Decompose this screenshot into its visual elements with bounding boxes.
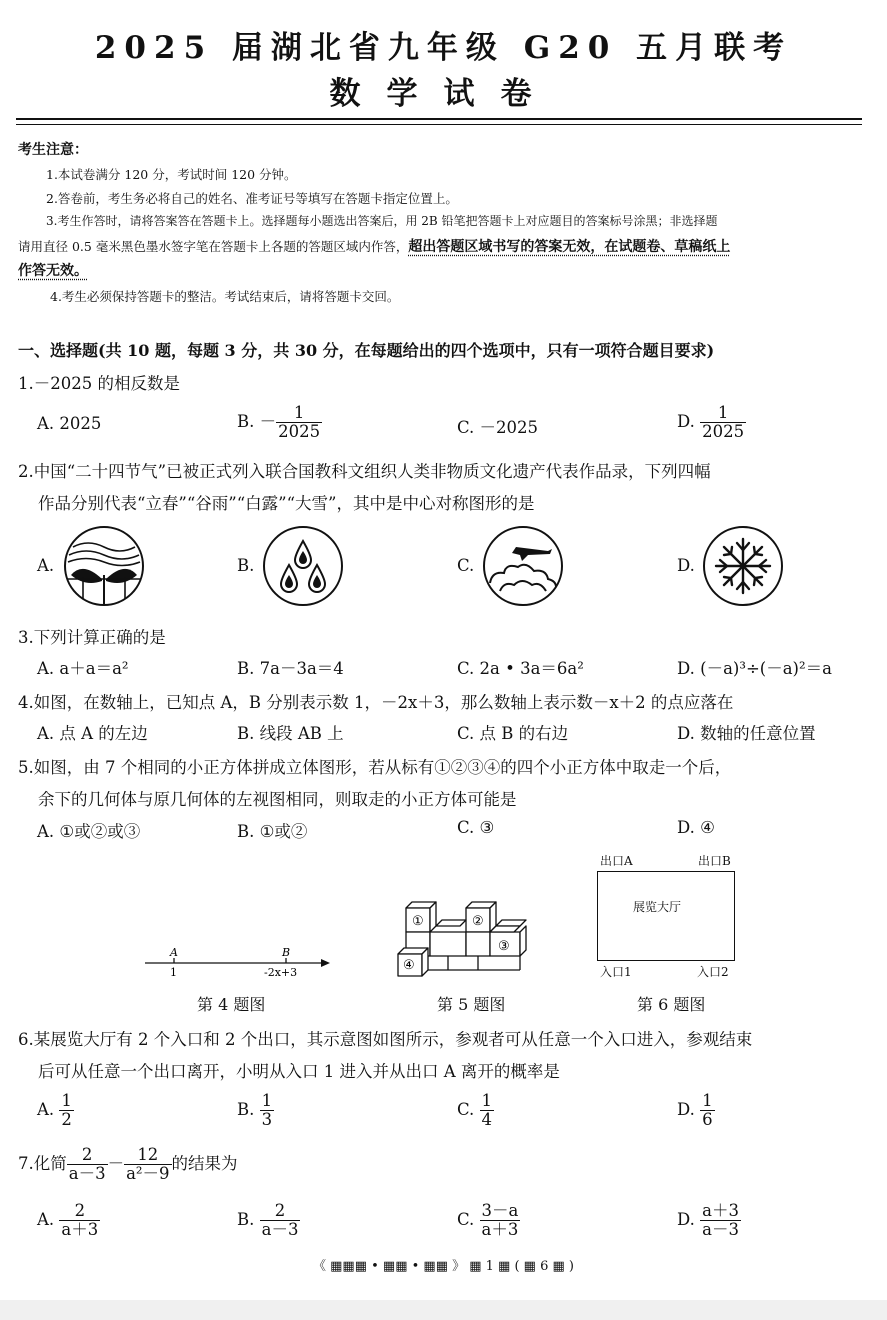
q6-option-b-fraction bbox=[260, 1092, 275, 1129]
notice-item-3-line-1: 3.考生作答时，请将答案答在答题卡上。选择题每小题选出答案后，用 2B 铅笔把答题卡上对应题目的答案标号涂黑；非选择题 bbox=[46, 214, 718, 228]
q1-option-d bbox=[677, 404, 746, 441]
q4-option-b: B. 线段 AB 上 bbox=[237, 724, 344, 743]
fraction-numerator: 2 bbox=[59, 1202, 100, 1221]
q7-option-a-fraction bbox=[59, 1202, 100, 1239]
q7-option-a bbox=[37, 1202, 100, 1239]
q6-option-a bbox=[37, 1092, 74, 1129]
q7-stem-fraction-1 bbox=[67, 1146, 108, 1183]
q4-stem: 4.如图，在数轴上，已知点 A，B 分别表示数 1，－2x＋3，那么数轴上表示数－x＋2 的点应落在 bbox=[18, 693, 734, 712]
fig5-caption: 第 5 题图 bbox=[437, 995, 506, 1014]
q6-option-c-fraction bbox=[480, 1092, 495, 1129]
q6-option-b-prefix: B. bbox=[237, 1100, 260, 1120]
q2-option-d-label: D. bbox=[677, 556, 695, 575]
fig4-caption: 第 4 题图 bbox=[197, 995, 266, 1014]
fraction-denominator: 4 bbox=[481, 1110, 493, 1130]
q6-option-a-fraction bbox=[59, 1092, 74, 1129]
fig4-value-a: 1 bbox=[170, 966, 177, 979]
q7-stem-suffix: 的结果为 bbox=[171, 1154, 238, 1174]
fraction-denominator: 2 bbox=[61, 1110, 72, 1130]
q1-stem: 1.－2025 的相反数是 bbox=[18, 374, 180, 393]
fig6-entry-2: 入口2 bbox=[697, 965, 729, 979]
solar-term-daxue-snowflake-icon bbox=[702, 525, 784, 607]
q6-option-d bbox=[677, 1092, 715, 1129]
fraction-numerator: 2 bbox=[67, 1146, 108, 1165]
q6-option-d-fraction bbox=[700, 1092, 715, 1129]
fraction-denominator: 2025 bbox=[702, 422, 745, 442]
q1-option-d-prefix: D. bbox=[677, 412, 701, 432]
q6-option-a-prefix: A. bbox=[37, 1100, 60, 1120]
q5-option-d: D. ④ bbox=[677, 818, 715, 837]
q7-option-b-prefix: B. bbox=[237, 1210, 260, 1230]
q5-stem-line-2: 余下的几何体与原几何体的左视图相同，则取走的小正方体可能是 bbox=[38, 790, 517, 809]
q4-option-a: A. 点 A 的左边 bbox=[37, 724, 148, 743]
fig6-exit-b: 出口B bbox=[698, 854, 731, 868]
notice-item-4: 4.考生必须保持答题卡的整洁。考试结束后，请将答题卡交回。 bbox=[50, 289, 400, 304]
fig5-cube-label-3: ③ bbox=[498, 939, 510, 954]
q6-stem-line-1: 6.某展览大厅有 2 个入口和 2 个出口，其示意图如图所示，参观者可从任意一个入口进入，参观结束 bbox=[18, 1030, 753, 1049]
q1-option-b bbox=[237, 404, 322, 441]
q6-option-d-prefix: D. bbox=[677, 1100, 701, 1120]
notice-emphasis-2 bbox=[18, 260, 88, 280]
q3-option-c: C. 2a • 3a＝6a² bbox=[457, 659, 584, 678]
fraction-numerator: 2 bbox=[260, 1202, 301, 1221]
q3-option-d: D. (－a)³÷(－a)²＝a bbox=[677, 659, 832, 678]
fraction-denominator: 6 bbox=[702, 1110, 713, 1130]
q5-option-c: C. ③ bbox=[457, 818, 495, 837]
q3-option-b: B. 7a－3a＝4 bbox=[237, 659, 344, 678]
solar-term-guyu-icon bbox=[262, 525, 344, 607]
fraction-numerator: a＋3 bbox=[702, 1201, 739, 1220]
fraction-denominator: a－3 bbox=[261, 1220, 299, 1240]
notice-emphasis-1: 超出答题区域书写的答案无效，在试题卷、草稿纸上 bbox=[408, 239, 731, 255]
q2-option-b-label: B. bbox=[237, 556, 255, 575]
exam-title: 2025 届湖北省九年级 G20 五月联考 bbox=[94, 30, 793, 66]
fraction-numerator: 1 bbox=[276, 404, 322, 423]
fraction-numerator: 3－a bbox=[481, 1201, 519, 1220]
q2-stem-line-1: 2.中国“二十四节气”已被正式列入联合国教科文组织人类非物质文化遗产代表作品录，下列四幅 bbox=[18, 462, 711, 481]
q2-stem-line-2: 作品分别代表“立春”“谷雨”“白露”“大雪”，其中是中心对称图形的是 bbox=[38, 494, 535, 513]
q7-stem bbox=[18, 1146, 238, 1183]
fig5-cube-label-2: ② bbox=[472, 914, 484, 929]
fig5-cube-label-4: ④ bbox=[403, 958, 415, 973]
fig6-hall-rect bbox=[597, 871, 735, 961]
q3-option-a: A. a＋a＝a² bbox=[37, 659, 129, 678]
q7-option-d-fraction bbox=[700, 1202, 741, 1239]
fraction-denominator: 2025 bbox=[278, 422, 321, 442]
q1-option-a: A. 2025 bbox=[37, 414, 102, 433]
fraction-numerator: 1 bbox=[481, 1091, 493, 1110]
q5-option-a: A. ①或②或③ bbox=[37, 822, 141, 841]
q7-minus-sign: － bbox=[107, 1154, 125, 1174]
fig6-entry-1: 入口1 bbox=[600, 965, 632, 979]
q7-stem-prefix: 7.化简 bbox=[18, 1154, 67, 1174]
q1-option-b-prefix: B. － bbox=[237, 412, 277, 432]
q7-option-a-prefix: A. bbox=[37, 1210, 60, 1230]
fig4-value-b: -2x+3 bbox=[264, 966, 298, 979]
q4-option-c: C. 点 B 的右边 bbox=[457, 724, 569, 743]
q7-stem-fraction-2 bbox=[124, 1146, 171, 1183]
exam-subtitle: 数学试卷 bbox=[329, 76, 558, 112]
q7-option-d-prefix: D. bbox=[677, 1210, 701, 1230]
fraction-numerator: 1 bbox=[702, 1091, 713, 1110]
notice-item-1: 1.本试卷满分 120 分，考试时间 120 分钟。 bbox=[46, 167, 297, 182]
q5-option-b: B. ①或② bbox=[237, 822, 308, 841]
q6-option-c bbox=[457, 1092, 494, 1129]
section-heading: 一、选择题(共 10 题，每题 3 分，共 30 分，在每题给出的四个选项中，只有一项符合题目要求) bbox=[18, 341, 715, 360]
q6-option-c-prefix: C. bbox=[457, 1100, 480, 1120]
notice-item-2: 2.答卷前，考生务必将自己的姓名、准考证号等填写在答题卡指定位置上。 bbox=[46, 191, 458, 206]
fraction-denominator: a－3 bbox=[68, 1164, 106, 1184]
fig6-caption: 第 6 题图 bbox=[637, 995, 706, 1014]
q7-option-c-prefix: C. bbox=[457, 1210, 480, 1230]
fig6-hall-label: 展览大厅 bbox=[633, 900, 682, 914]
solar-term-lichun-icon bbox=[63, 525, 145, 607]
q5-stem-line-1: 5.如图，由 7 个相同的小正方体拼成立体图形，若从标有①②③④的四个小正方体中取走一个后， bbox=[18, 758, 732, 777]
q2-option-c-label: C. bbox=[457, 556, 475, 575]
fraction-denominator: a²－9 bbox=[126, 1164, 170, 1184]
q3-stem: 3.下列计算正确的是 bbox=[18, 628, 166, 647]
q1-option-d-fraction bbox=[700, 404, 746, 441]
notice-emphasis-2-text: 作答无效。 bbox=[18, 263, 88, 279]
q6-stem-line-2: 后可从任意一个出口离开，小明从入口 1 进入并从出口 A 离开的概率是 bbox=[38, 1062, 560, 1081]
fig6-exit-a: 出口A bbox=[600, 854, 633, 868]
q7-option-c-fraction bbox=[480, 1202, 521, 1239]
fraction-denominator: a＋3 bbox=[61, 1220, 99, 1240]
q7-option-d bbox=[677, 1202, 741, 1239]
notice-item-3-line-2 bbox=[18, 236, 730, 256]
notice-heading: 考生注意： bbox=[18, 142, 88, 158]
q1-option-b-fraction bbox=[276, 404, 322, 441]
q7-option-b bbox=[237, 1202, 300, 1239]
fig4-label-a: A bbox=[170, 946, 178, 959]
fraction-numerator: 1 bbox=[261, 1091, 273, 1110]
q1-option-c: C. －2025 bbox=[457, 418, 539, 437]
fraction-denominator: 3 bbox=[261, 1110, 273, 1130]
header-rule-thick bbox=[16, 118, 862, 120]
fig5-cube-label-1: ① bbox=[412, 914, 424, 929]
fig4-label-b: B bbox=[282, 946, 291, 959]
q6-option-b bbox=[237, 1092, 274, 1129]
fraction-numerator: 1 bbox=[700, 404, 746, 423]
solar-term-bailu-icon bbox=[482, 525, 564, 607]
fraction-denominator: a＋3 bbox=[481, 1220, 519, 1240]
q7-option-c bbox=[457, 1202, 520, 1239]
q2-option-a-label: A. bbox=[37, 556, 55, 575]
q4-option-d: D. 数轴的任意位置 bbox=[677, 724, 816, 743]
page-gap bbox=[0, 1300, 887, 1320]
q7-option-b-fraction bbox=[260, 1202, 301, 1239]
header-rule-thin bbox=[16, 124, 862, 125]
fig4-number-line bbox=[140, 945, 340, 981]
fig5-cube-solid bbox=[392, 898, 540, 980]
notice-item-3-text: 请用直径 0.5 毫米黑色墨水签字笔在答题卡上各题的答题区域内作答， bbox=[18, 239, 409, 254]
fraction-numerator: 12 bbox=[124, 1146, 171, 1165]
page-footer: 《 ▦▦▦ • ▦▦ • ▦▦ 》 ▦ 1 ▦ ( ▦ 6 ▦ ) bbox=[313, 1259, 574, 1274]
fraction-numerator: 1 bbox=[61, 1091, 72, 1110]
fraction-denominator: a－3 bbox=[702, 1220, 739, 1240]
